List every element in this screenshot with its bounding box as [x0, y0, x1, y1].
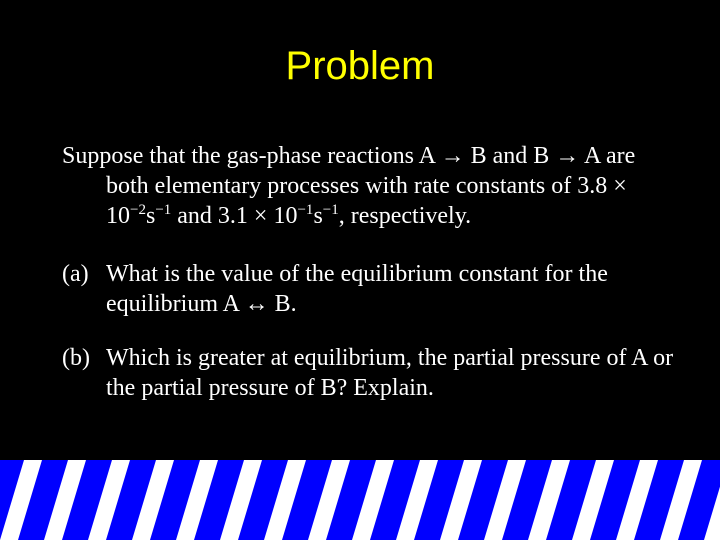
question-marker: (b) — [62, 345, 90, 371]
intro-text-4: , respectively. — [338, 203, 472, 229]
question-b — [62, 343, 682, 403]
question-text: Which is greater at equilibrium, the partial pressure of A or the partial pressure of B? Explain. — [106, 345, 674, 401]
question-marker: (a) — [62, 261, 89, 287]
slide-body — [62, 141, 682, 403]
question-a — [62, 259, 682, 319]
intro-text-2: A are both elementary processes with rate constants of 3.8 × 10 — [106, 143, 636, 229]
slide-title: Problem — [285, 44, 435, 88]
reverse-arrow-icon: → — [555, 143, 580, 169]
unit: s — [313, 203, 323, 229]
exponent: −1 — [297, 202, 314, 218]
question-text — [106, 259, 682, 319]
intro-text-1b: B and B — [464, 143, 550, 169]
unit: s — [145, 203, 156, 229]
intro-text-3: and 3.1 × 10 — [171, 203, 298, 229]
problem-statement — [62, 141, 682, 231]
forward-arrow-icon: → — [440, 143, 465, 169]
exponent: −1 — [155, 202, 172, 218]
exponent: −2 — [130, 202, 146, 218]
decorative-stripe-band — [0, 460, 720, 540]
exponent: −1 — [322, 202, 339, 218]
stripe-band-fill — [0, 460, 720, 540]
intro-text-1: Suppose that the gas-phase reactions A — [62, 143, 441, 169]
equilibrium-arrow-icon: ↔ — [244, 291, 269, 317]
question-a-text-2: B. — [268, 291, 297, 317]
question-a-text-1: What is the value of the equilibrium constant for the equilibrium A — [106, 261, 608, 317]
